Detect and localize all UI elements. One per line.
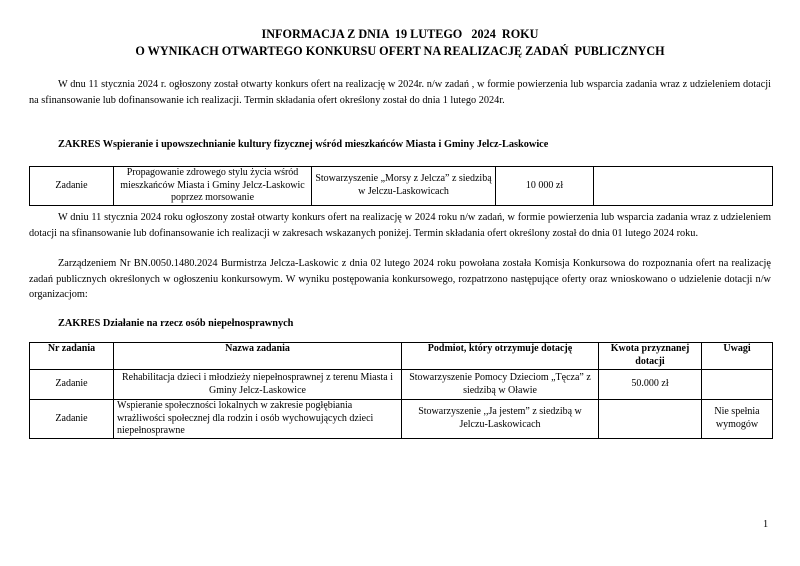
section-1-heading: ZAKRES Wspieranie i upowszechnianie kultury fizycznej wśród mieszkańców Miasta i Gminy Jelcz-Laskowice — [58, 139, 549, 150]
section-2-table — [29, 342, 773, 439]
entity-cell: Stowarzyszenie „Morsy z Jelcza” z siedzibą w Jelczu-Laskowicach — [312, 167, 496, 206]
notes-cell — [594, 167, 773, 206]
task-type-cell: Zadanie — [30, 400, 114, 439]
paragraph-3: Zarządzeniem Nr BN.0050.1480.2024 Burmistrza Jelcza-Laskowic z dnia 02 lutego 2024 roku powołana została Komisja Konkursowa do rozpoznania ofert na realizację zadań publicznych określonych w ogłoszeniu konkursowym. W wyniku postępowania konkursowego, rozpatrzono następujące oferty oraz wnioskowano o udzielenie dotacji n/w organizacjom: — [29, 258, 771, 300]
amount-cell — [599, 400, 702, 439]
header-entity: Podmiot, który otrzymuje dotację — [402, 343, 599, 370]
task-name-cell: Rehabilitacja dzieci i młodzieży niepełnosprawnej z terenu Miasta i Gminy Jelcz-Laskowice — [114, 370, 402, 400]
amount-cell: 10 000 zł — [496, 167, 594, 206]
document-title-line-2: O WYNIKACH OTWARTEGO KONKURSU OFERT NA REALIZACJĘ ZADAŃ PUBLICZNYCH — [135, 44, 665, 58]
table-row — [30, 167, 773, 206]
header-amount: Kwota przyznanej dotacji — [599, 343, 702, 370]
task-type-cell: Zadanie — [30, 370, 114, 400]
header-task: Nazwa zadania — [114, 343, 402, 370]
section-1-table — [29, 166, 773, 206]
table-row — [30, 370, 773, 400]
entity-cell: Stowarzyszenie Pomocy Dzieciom „Tęcza” z siedzibą w Oławie — [402, 370, 599, 400]
table-header-row — [30, 343, 773, 370]
amount-cell: 50.000 zł — [599, 370, 702, 400]
intro-paragraph: W dnu 11 stycznia 2024 r. ogłoszony został otwarty konkurs ofert na realizację w 2024r. n/w zadań , w formie powierzenia lub wsparcia zadania wraz z udzieleniem dotacji na sfinansowanie lub dofinansowanie ich realizacji. Termin składania ofert określony został do dnia 1 lutego 2024r. — [29, 79, 771, 106]
section-2-heading: ZAKRES Działanie na rzecz osób niepełnosprawnych — [58, 318, 294, 329]
task-name-cell: Propagowanie zdrowego stylu życia wśród mieszkańców Miasta i Gminy Jelcz-Laskowic poprzez morsowanie — [114, 167, 312, 206]
notes-cell: Nie spełnia wymogów — [702, 400, 773, 439]
header-nr: Nr zadania — [30, 343, 114, 370]
paragraph-2: W dniu 11 stycznia 2024 roku ogłoszony został otwarty konkurs ofert na realizację w 2024 roku n/w zadań, w formie powierzenia lub wsparcia zadania wraz z udzieleniem dotacji na sfinansowanie lub dofinansowanie ich realizacji w zakresach wskazanych poniżej. Termin składania ofert określony został do dnia 01 lutego 2024 roku. — [29, 212, 771, 239]
page-number: 1 — [763, 519, 769, 530]
task-type-cell: Zadanie — [30, 167, 114, 206]
table-row — [30, 400, 773, 439]
entity-cell: Stowarzyszenie ,,Ja jestem” z siedzibą w Jelczu-Laskowicach — [402, 400, 599, 439]
document-title-line-1: INFORMACJA Z DNIA 19 LUTEGO 2024 ROKU — [261, 27, 539, 41]
header-notes: Uwagi — [702, 343, 773, 370]
task-name-cell: Wspieranie społeczności lokalnych w zakresie pogłębiania wrażliwości społecznej dla rodzin i osób wychowujących dzieci niepełnosprawne — [114, 400, 402, 439]
notes-cell — [702, 370, 773, 400]
